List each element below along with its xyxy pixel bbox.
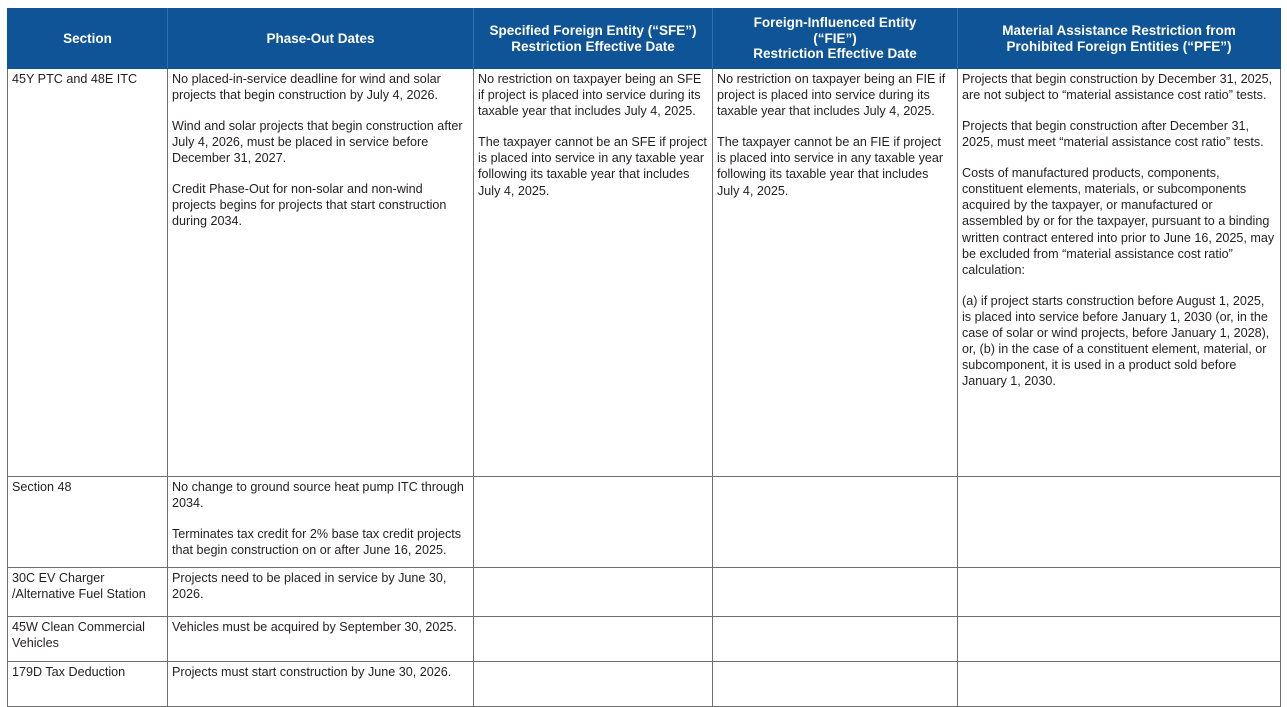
cell-phase-out bbox=[168, 69, 474, 477]
column-header-pfe-line1: Material Assistance Restriction from bbox=[1002, 22, 1236, 38]
cell-pfe bbox=[958, 69, 1281, 477]
cell-fie bbox=[713, 568, 958, 617]
column-header-section bbox=[8, 9, 168, 69]
cell-phase-out bbox=[168, 477, 474, 568]
column-header-fie-line3: Restriction Effective Date bbox=[753, 46, 917, 62]
paragraph: The taxpayer cannot be an FIE if project is placed into service in any taxable year following its taxable year that includes July 4, 2025. bbox=[717, 135, 944, 198]
cell-sfe bbox=[474, 568, 713, 617]
column-header-sfe-line1: Specified Foreign Entity (“SFE”) bbox=[489, 22, 697, 38]
paragraph: Credit Phase-Out for non-solar and non-wind projects begins for projects that start construction during 2034. bbox=[172, 182, 447, 229]
column-header-fie-line1: Foreign-Influenced Entity bbox=[753, 14, 917, 30]
cell-section: 45Y PTC and 48E ITC bbox=[8, 69, 168, 477]
cell-sfe bbox=[474, 662, 713, 707]
table-row bbox=[8, 662, 1281, 707]
paragraph: No placed-in-service deadline for wind and solar projects that begin construction by July 4, 2026. bbox=[172, 72, 441, 103]
paragraph: Wind and solar projects that begin construction after July 4, 2026, must be placed in service before December 31, 2027. bbox=[172, 119, 463, 166]
cell-fie bbox=[713, 477, 958, 568]
cell-fie bbox=[713, 69, 958, 477]
paragraph: No restriction on taxpayer being an SFE if project is placed into service during its taxable year that includes July 4, 2025. bbox=[478, 72, 702, 119]
paragraph: Vehicles must be acquired by September 30, 2025. bbox=[172, 620, 457, 634]
cell-section: Section 48 bbox=[8, 477, 168, 568]
paragraph: No restriction on taxpayer being an FIE if project is placed into service during its taxable year that includes July 4, 2025. bbox=[717, 72, 946, 119]
cell-section: 45W Clean Commercial Vehicles bbox=[8, 617, 168, 662]
column-header-phase-out-dates bbox=[168, 9, 474, 69]
column-header-pfe-line2: Prohibited Foreign Entities (“PFE”) bbox=[1006, 38, 1232, 54]
column-header-sfe bbox=[474, 9, 713, 69]
table-header-row bbox=[8, 9, 1281, 69]
table-header bbox=[8, 9, 1281, 69]
table-body bbox=[8, 69, 1281, 707]
column-header-sfe-line2: Restriction Effective Date bbox=[511, 38, 675, 54]
paragraph: Projects that begin construction by December 31, 2025, are not subject to “material assistance cost ratio” tests. bbox=[962, 72, 1273, 103]
column-header-fie-line2: (“FIE”) bbox=[813, 30, 857, 46]
paragraph: Projects that begin construction after December 31, 2025, must meet “material assistance cost ratio” tests. bbox=[962, 119, 1264, 150]
table-row bbox=[8, 477, 1281, 568]
paragraph: Projects need to be placed in service by June 30, 2026. bbox=[172, 571, 447, 602]
cell-sfe bbox=[474, 477, 713, 568]
cell-fie bbox=[713, 662, 958, 707]
cell-phase-out bbox=[168, 568, 474, 617]
cell-section: 179D Tax Deduction bbox=[8, 662, 168, 707]
cell-sfe bbox=[474, 69, 713, 477]
paragraph: (a) if project starts construction before August 1, 2025, is placed into service before January 1, 2030 (or, in the case of solar or wind projects, before January 1, 2028), or, (b) in the case of a constituent element, material, or subcomponent, it is used in a product sold before January 1, 2030. bbox=[962, 293, 1270, 389]
paragraph: No change to ground source heat pump ITC through 2034. bbox=[172, 480, 464, 511]
cell-phase-out bbox=[168, 662, 474, 707]
phase-out-dates-table bbox=[7, 8, 1281, 707]
paragraph: The taxpayer cannot be an SFE if project is placed into service in any taxable year following its taxable year that includes July 4, 2025. bbox=[478, 135, 707, 198]
paragraph: Costs of manufactured products, components, constituent elements, materials, or subcomponents acquired by the taxpayer, or manufactured or assembled by or for the taxpayer, pursuant to a binding written contract entered into prior to June 16, 2025, may be excluded from “material assistance cost ratio” calculation: bbox=[962, 166, 1275, 277]
column-header-pfe bbox=[958, 9, 1281, 69]
cell-pfe bbox=[958, 568, 1281, 617]
cell-phase-out bbox=[168, 617, 474, 662]
column-header-fie bbox=[713, 9, 958, 69]
cell-pfe bbox=[958, 617, 1281, 662]
table-row bbox=[8, 568, 1281, 617]
column-header-phase-out-dates-label: Phase-Out Dates bbox=[266, 30, 375, 46]
table-row bbox=[8, 69, 1281, 477]
cell-sfe bbox=[474, 617, 713, 662]
cell-pfe bbox=[958, 477, 1281, 568]
cell-section: 30C EV Charger /Alternative Fuel Station bbox=[8, 568, 168, 617]
column-header-section-label: Section bbox=[63, 30, 112, 46]
paragraph: Projects must start construction by June 30, 2026. bbox=[172, 665, 452, 679]
cell-pfe bbox=[958, 662, 1281, 707]
table-row bbox=[8, 617, 1281, 662]
cell-fie bbox=[713, 617, 958, 662]
paragraph: Terminates tax credit for 2% base tax credit projects that begin construction on or after June 16, 2025. bbox=[172, 527, 462, 558]
